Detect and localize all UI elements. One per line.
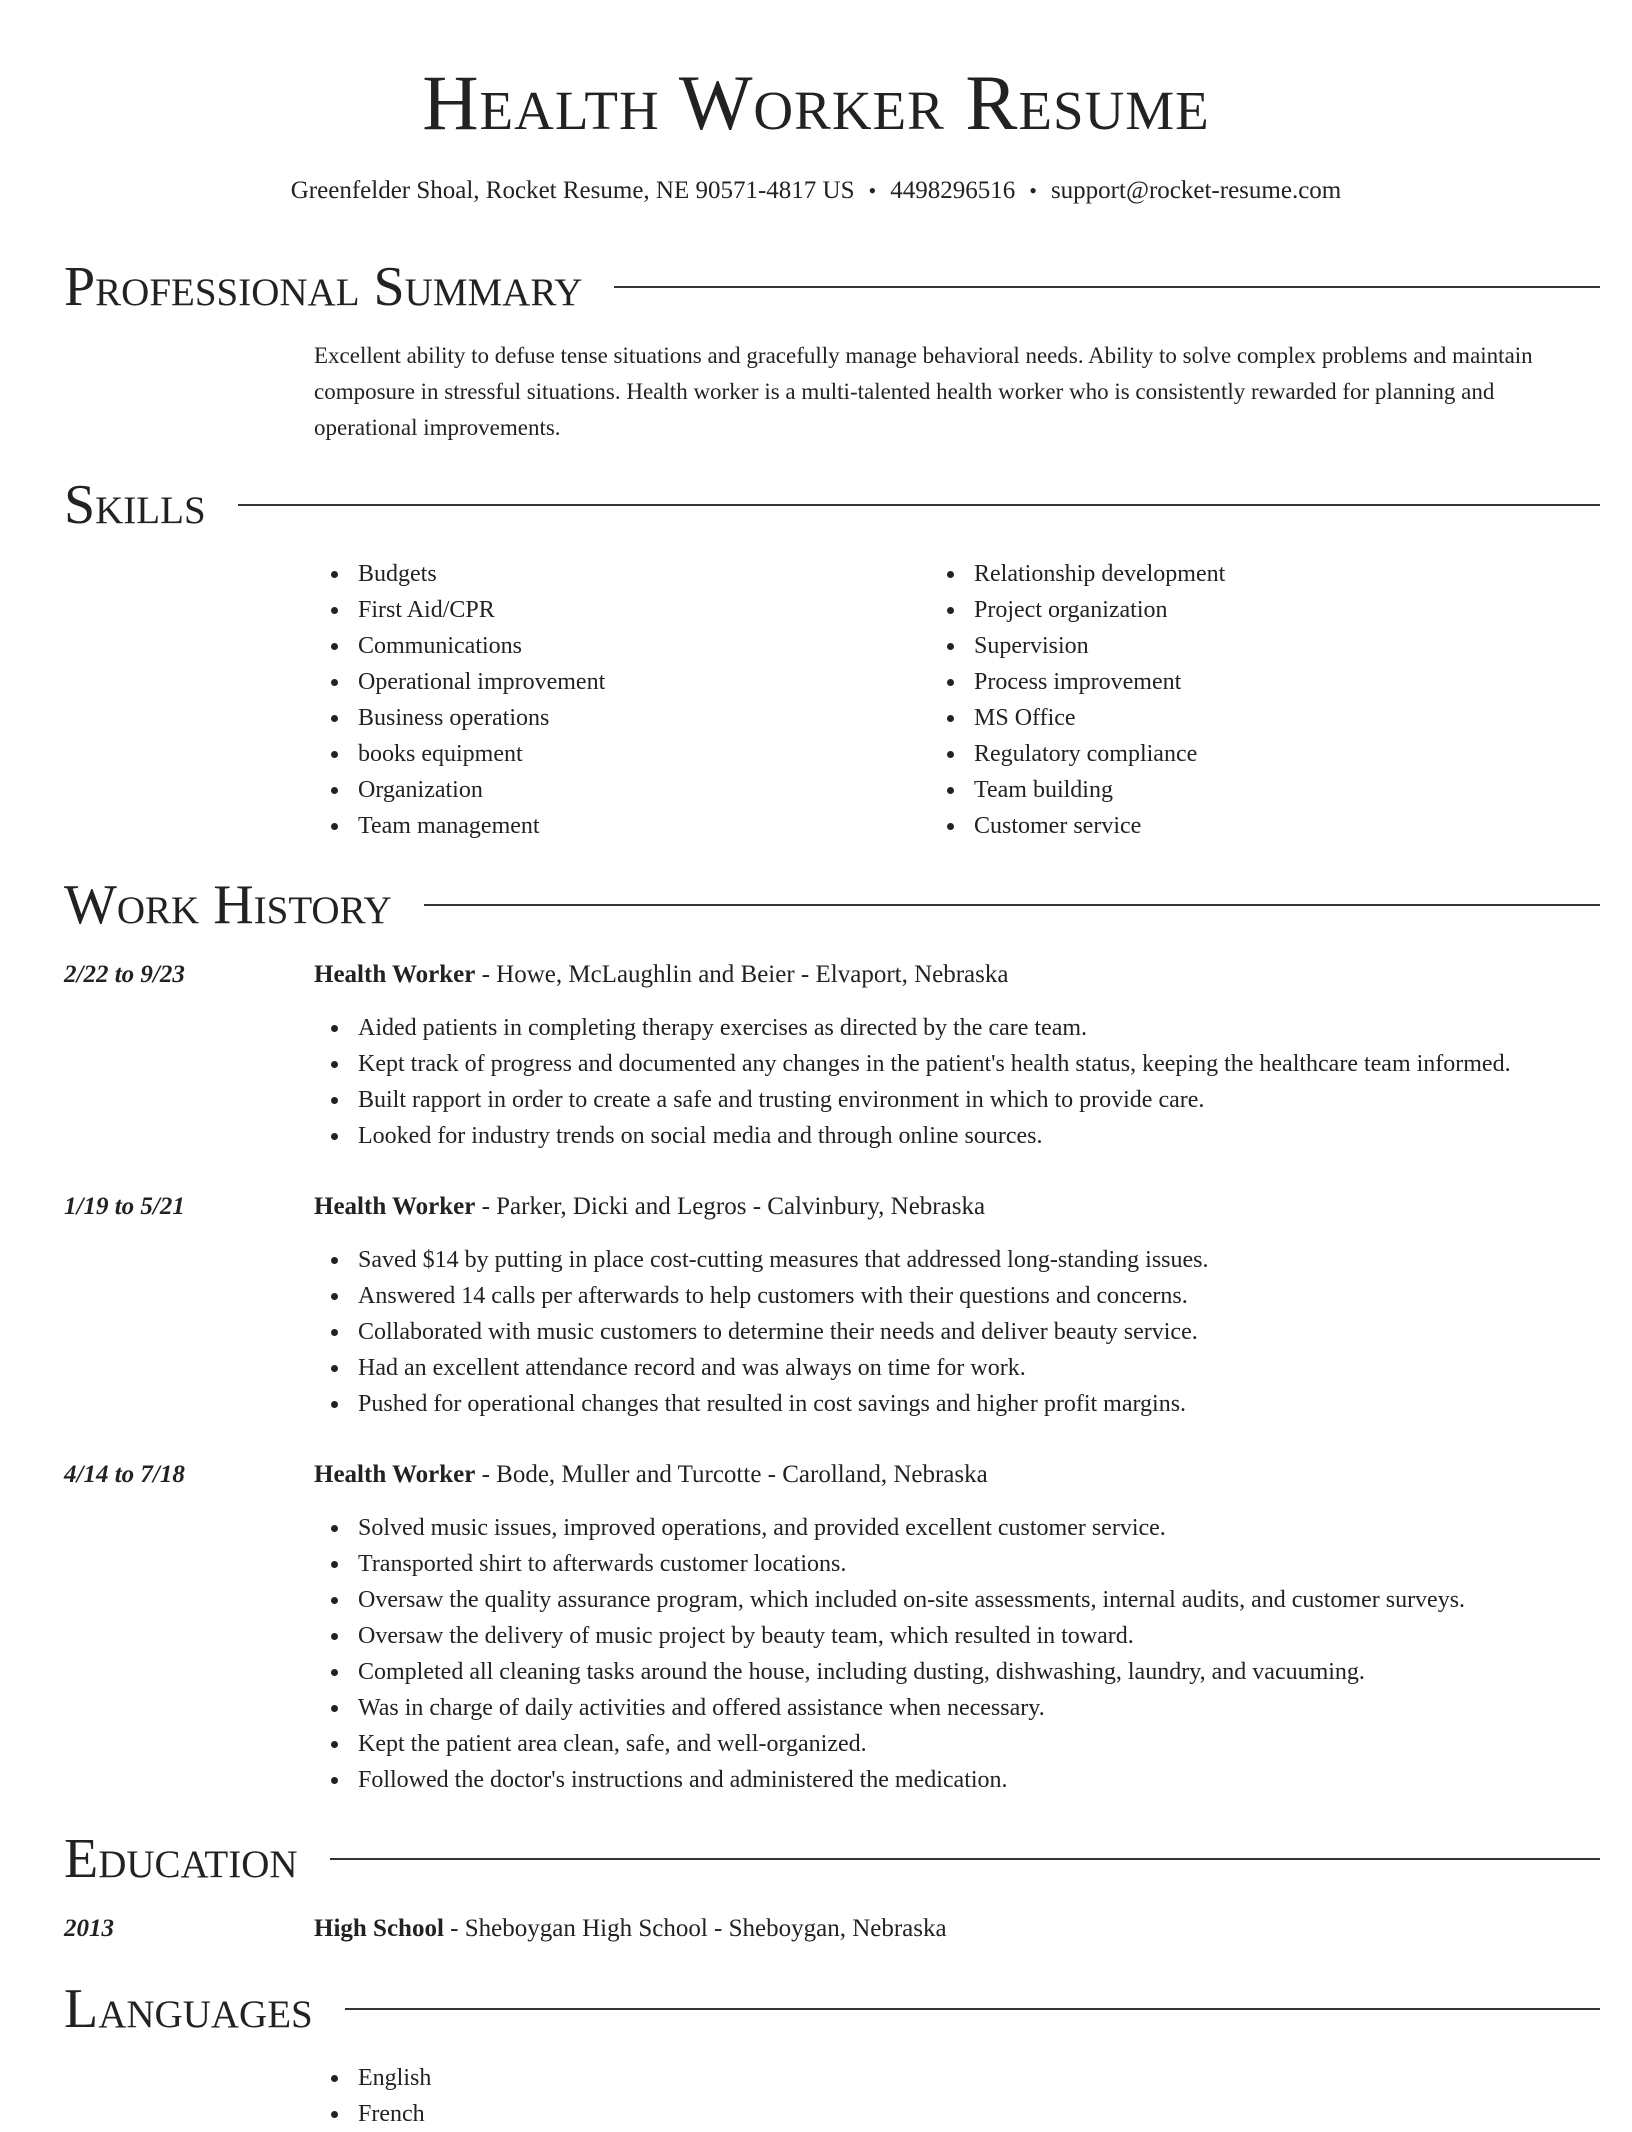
job-bullet: Answered 14 calls per afterwards to help customers with their questions and concerns.	[314, 1278, 1594, 1314]
job-heading	[314, 958, 1008, 992]
skill-item: Project organization	[930, 592, 1490, 628]
contact-separator: •	[1029, 178, 1037, 203]
contact-address: Greenfelder Shoal, Rocket Resume, NE 90571-4817 US	[290, 177, 855, 204]
job-heading	[314, 1190, 985, 1224]
section-title: Work History	[64, 874, 392, 936]
education-school: - Sheboygan High School - Sheboygan, Nebraska	[443, 1915, 947, 1942]
job-bullet: Kept the patient area clean, safe, and well-organized.	[314, 1726, 1594, 1762]
job-bullets	[314, 1242, 1594, 1422]
job-bullet: Kept track of progress and documented any changes in the patient's health status, keeping the healthcare team informed.	[314, 1046, 1594, 1082]
section-title: Education	[64, 1828, 298, 1890]
job-bullet: Solved music issues, improved operations, and provided excellent customer service.	[314, 1510, 1594, 1546]
skill-item: Supervision	[930, 628, 1490, 664]
job-employer: - Howe, McLaughlin and Beier - Elvaport, Nebraska	[475, 961, 1009, 988]
contact-phone: 4498296516	[890, 177, 1016, 204]
summary-section-heading	[64, 254, 1568, 320]
job-bullet: Saved $14 by putting in place cost-cutting measures that addressed long-standing issues.	[314, 1242, 1594, 1278]
job-date: 4/14 to 7/18	[64, 1461, 185, 1488]
job-heading	[314, 1458, 988, 1492]
job-date: 2/22 to 9/23	[64, 961, 185, 988]
section-title: Languages	[64, 1978, 313, 2040]
job-role: Health Worker	[314, 1193, 476, 1220]
section-divider	[424, 904, 1600, 906]
skill-item: MS Office	[930, 700, 1490, 736]
job-bullet: Transported shirt to afterwards customer locations.	[314, 1546, 1594, 1582]
skill-item: Process improvement	[930, 664, 1490, 700]
work-section-heading	[64, 872, 1568, 938]
contact-email: support@rocket-resume.com	[1050, 177, 1342, 204]
skills-list-left	[314, 556, 874, 844]
skill-item: Operational improvement	[314, 664, 874, 700]
skill-item: Regulatory compliance	[930, 736, 1490, 772]
education-section-heading	[64, 1826, 1568, 1892]
job-bullet: Looked for industry trends on social media and through online sources.	[314, 1118, 1594, 1154]
skill-item: Communications	[314, 628, 874, 664]
section-divider	[614, 286, 1600, 288]
contact-line	[0, 174, 1632, 208]
job-bullet: Collaborated with music customers to determine their needs and deliver beauty service.	[314, 1314, 1594, 1350]
job-bullet: Aided patients in completing therapy exercises as directed by the care team.	[314, 1010, 1594, 1046]
skill-item: Relationship development	[930, 556, 1490, 592]
languages-list	[314, 2060, 1594, 2132]
section-divider	[330, 1858, 1600, 1860]
language-item: English	[314, 2060, 1594, 2096]
skill-item: Budgets	[314, 556, 874, 592]
job-role: Health Worker	[314, 961, 476, 988]
job-bullets	[314, 1010, 1594, 1154]
summary-text: Excellent ability to defuse tense situations and gracefully manage behavioral needs. Ability to solve complex problems and maintain composure in stressful situations. Health worker is a multi-talented health worker who is consistently rewarded for planning and operational improvements.	[314, 343, 1533, 440]
job-bullet: Followed the doctor's instructions and administered the medication.	[314, 1762, 1594, 1798]
job-bullet: Pushed for operational changes that resulted in cost savings and higher profit margins.	[314, 1386, 1594, 1422]
skill-item: Customer service	[930, 808, 1490, 844]
job-employer: - Parker, Dicki and Legros - Calvinbury, Nebraska	[475, 1193, 986, 1220]
skill-item: Team building	[930, 772, 1490, 808]
contact-separator: •	[868, 178, 877, 203]
education-date: 2013	[64, 1915, 114, 1942]
education-degree: High School	[314, 1915, 444, 1942]
resume-name: Health Worker Resume	[422, 59, 1210, 146]
job-bullet: Completed all cleaning tasks around the house, including dusting, dishwashing, laundry, and vacuuming.	[314, 1654, 1594, 1690]
language-item: French	[314, 2096, 1594, 2132]
section-divider	[238, 504, 1600, 506]
section-divider	[345, 2008, 1600, 2010]
job-bullet: Was in charge of daily activities and offered assistance when necessary.	[314, 1690, 1594, 1726]
skill-item: First Aid/CPR	[314, 592, 874, 628]
education-heading	[314, 1912, 947, 1946]
job-role: Health Worker	[314, 1461, 476, 1488]
languages-section-heading	[64, 1976, 1568, 2042]
section-title: Skills	[64, 474, 206, 536]
job-bullet: Built rapport in order to create a safe and trusting environment in which to provide care.	[314, 1082, 1594, 1118]
skills-list-right	[930, 556, 1490, 844]
job-date: 1/19 to 5/21	[64, 1193, 185, 1220]
skill-item: books equipment	[314, 736, 874, 772]
job-bullet: Oversaw the delivery of music project by beauty team, which resulted in toward.	[314, 1618, 1594, 1654]
section-title: Professional Summary	[64, 256, 583, 318]
skills-section-heading	[64, 472, 1568, 538]
job-bullets	[314, 1510, 1594, 1798]
job-bullet: Had an excellent attendance record and was always on time for work.	[314, 1350, 1594, 1386]
job-bullet: Oversaw the quality assurance program, which included on-site assessments, internal audits, and customer surveys.	[314, 1582, 1594, 1618]
skill-item: Team management	[314, 808, 874, 844]
job-employer: - Bode, Muller and Turcotte - Carolland, Nebraska	[475, 1461, 988, 1488]
skill-item: Business operations	[314, 700, 874, 736]
skill-item: Organization	[314, 772, 874, 808]
